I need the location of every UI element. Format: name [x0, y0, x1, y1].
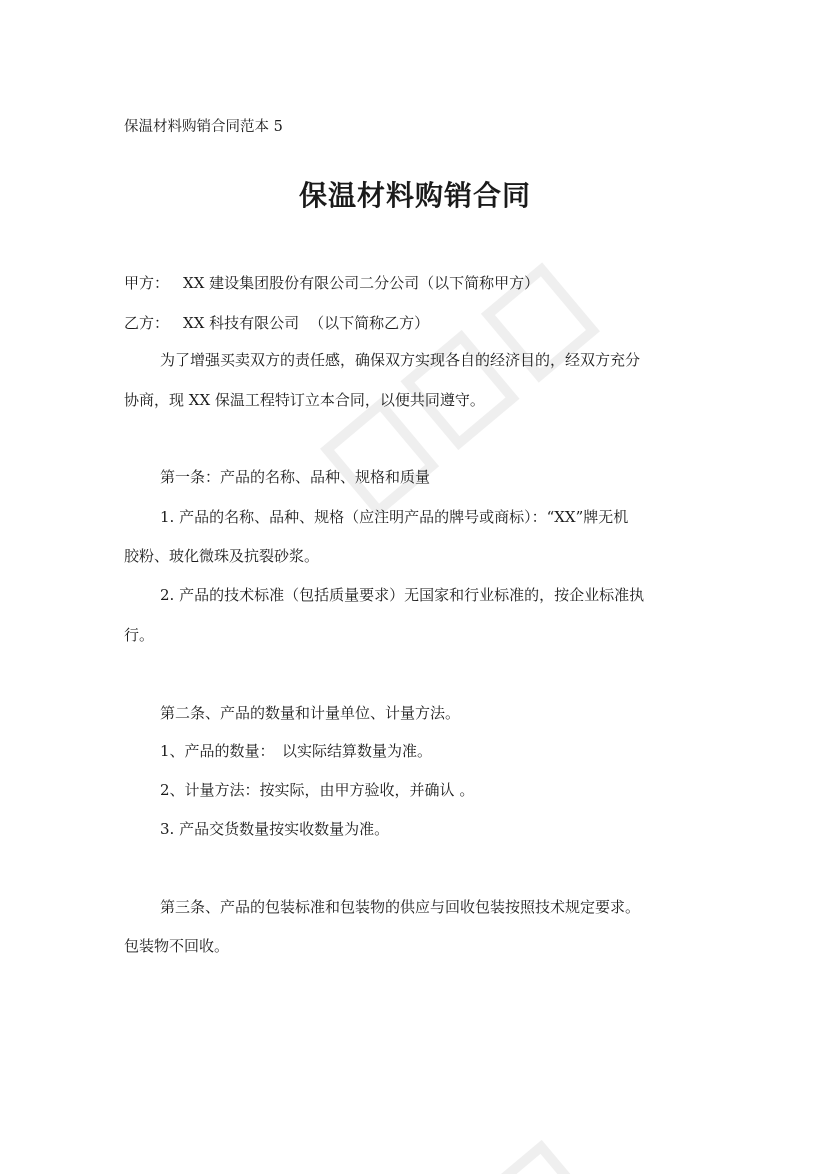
party-a — [124, 272, 539, 294]
party-a-label: 甲方： — [124, 274, 170, 292]
party-b-note: （以下简称乙方） — [309, 314, 430, 332]
party-b — [124, 312, 429, 334]
article-1-item-1-line-2: 胶粉、玻化微珠及抗裂砂浆。 — [124, 547, 320, 565]
party-b-label: 乙方： — [124, 314, 170, 332]
article-3-line-2: 包装物不回收。 — [124, 937, 230, 955]
article-2-item-2: 2、计量方法：按实际，由甲方验收，并确认 。 — [160, 781, 475, 799]
party-b-name: XX 科技有限公司 — [183, 314, 300, 332]
intro-line-1: 为了增强买卖双方的责任感，确保双方实现各自的经济目的，经双方充分 — [160, 351, 641, 369]
article-2-item-3: 3. 产品交货数量按实收数量为准。 — [160, 820, 390, 838]
article-2-heading: 第二条、产品的数量和计量单位、计量方法。 — [160, 704, 461, 722]
article-1-heading: 第一条：产品的名称、品种、规格和质量 — [160, 468, 431, 486]
article-2-item-1: 1、产品的数量： 以实际结算数量为准。 — [160, 742, 433, 760]
document-label: 保温材料购销合同范本 5 — [124, 119, 283, 135]
article-3-line-1: 第三条、产品的包装标准和包装物的供应与回收包装按照技术规定要求。 — [160, 898, 641, 916]
contract-title: 保温材料购销合同 — [298, 179, 531, 212]
party-a-name: XX 建设集团股份有限公司二分公司（以下简称甲方） — [183, 274, 540, 292]
article-1-item-1-line-1: 1. 产品的名称、品种、规格（应注明产品的牌号或商标）：“XX”牌无机 — [160, 508, 629, 526]
intro-line-2: 协商，现 XX 保温工程特订立本合同，以便共同遵守。 — [124, 391, 485, 409]
watermark-logo-bottom — [380, 1060, 700, 1174]
article-1-item-2-line-2: 行。 — [124, 626, 155, 644]
article-1-item-2-line-1: 2. 产品的技术标准（包括质量要求）无国家和行业标准的，按企业标准执 — [160, 586, 645, 604]
